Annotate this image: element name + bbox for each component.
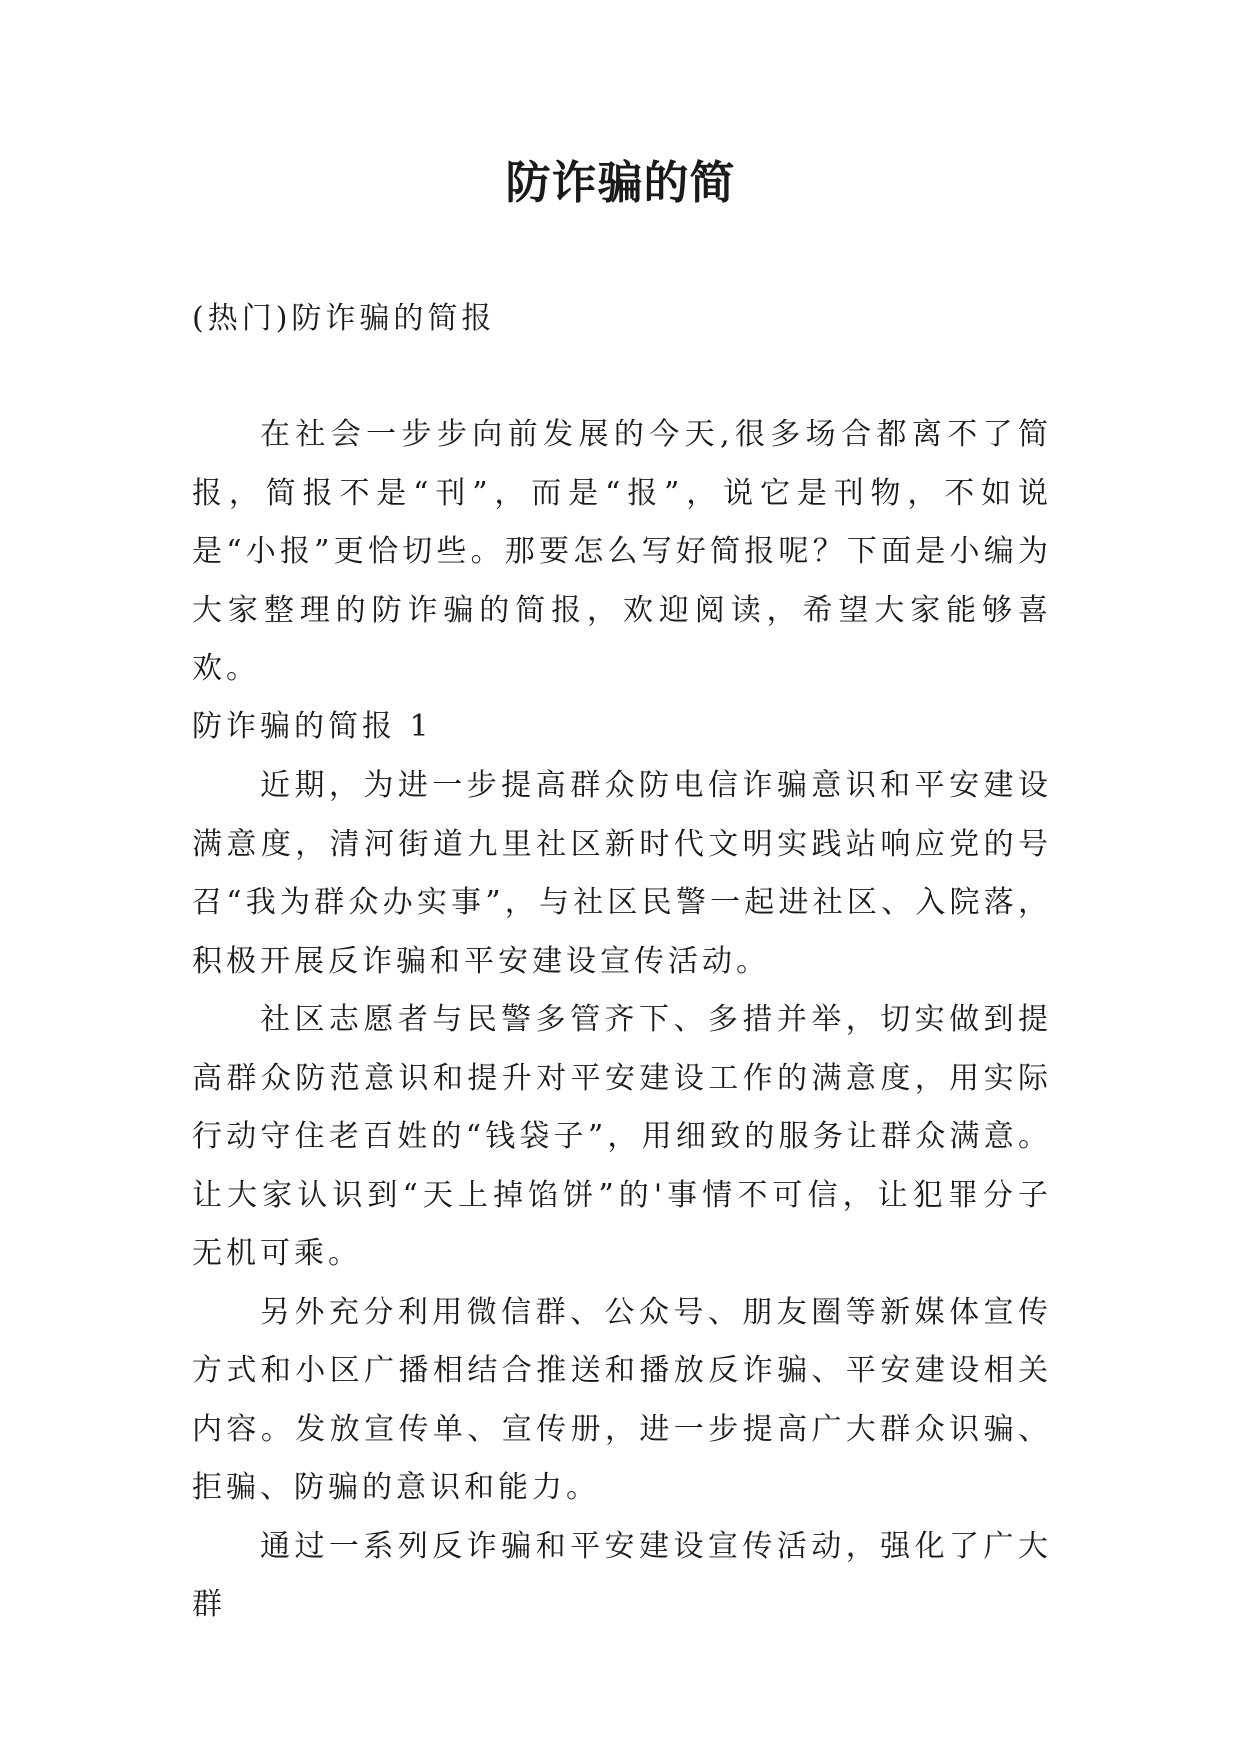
paragraph-4: 通过一系列反诈骗和平安建设宣传活动，强化了广大群	[192, 1528, 1052, 1622]
document-subtitle: (热门)防诈骗的简报	[192, 301, 496, 336]
paragraph-2: 社区志愿者与民警多管齐下、多措并举，切实做到提高群众防范意识和提升对平安建设工作的满意度，用实际行动守住老百姓的“钱袋子”，用细致的服务让群众满意。让大家认识到“天上掉馅饼”的'事情不可信，让犯罪分子无机可乘。	[192, 1002, 1052, 1271]
document-title: 防诈骗的简	[505, 156, 736, 209]
section-content	[192, 757, 1052, 1635]
paragraph-1: 近期，为进一步提高群众防电信诈骗意识和平安建设满意度，清河街道九里社区新时代文明实践站响应党的号召“我为群众办实事”，与社区民警一起进社区、入院落，积极开展反诈骗和平安建设宣传活动。	[192, 768, 1052, 979]
section-heading: 防诈骗的简报 1	[192, 709, 433, 744]
paragraph-3: 另外充分利用微信群、公众号、朋友圈等新媒体宣传方式和小区广播相结合推送和播放反诈骗、平安建设相关内容。发放宣传单、宣传册，进一步提高广大群众识骗、拒骗、防骗的意识和能力。	[192, 1294, 1052, 1505]
intro-paragraph: 在社会一步步向前发展的今天,很多场合都离不了简报，简报不是“刊”，而是“报”，说它是刊物，不如说是“小报”更恰切些。那要怎么写好简报呢？下面是小编为大家整理的防诈骗的简报，欢迎阅读，希望大家能够喜欢。	[192, 417, 1052, 686]
